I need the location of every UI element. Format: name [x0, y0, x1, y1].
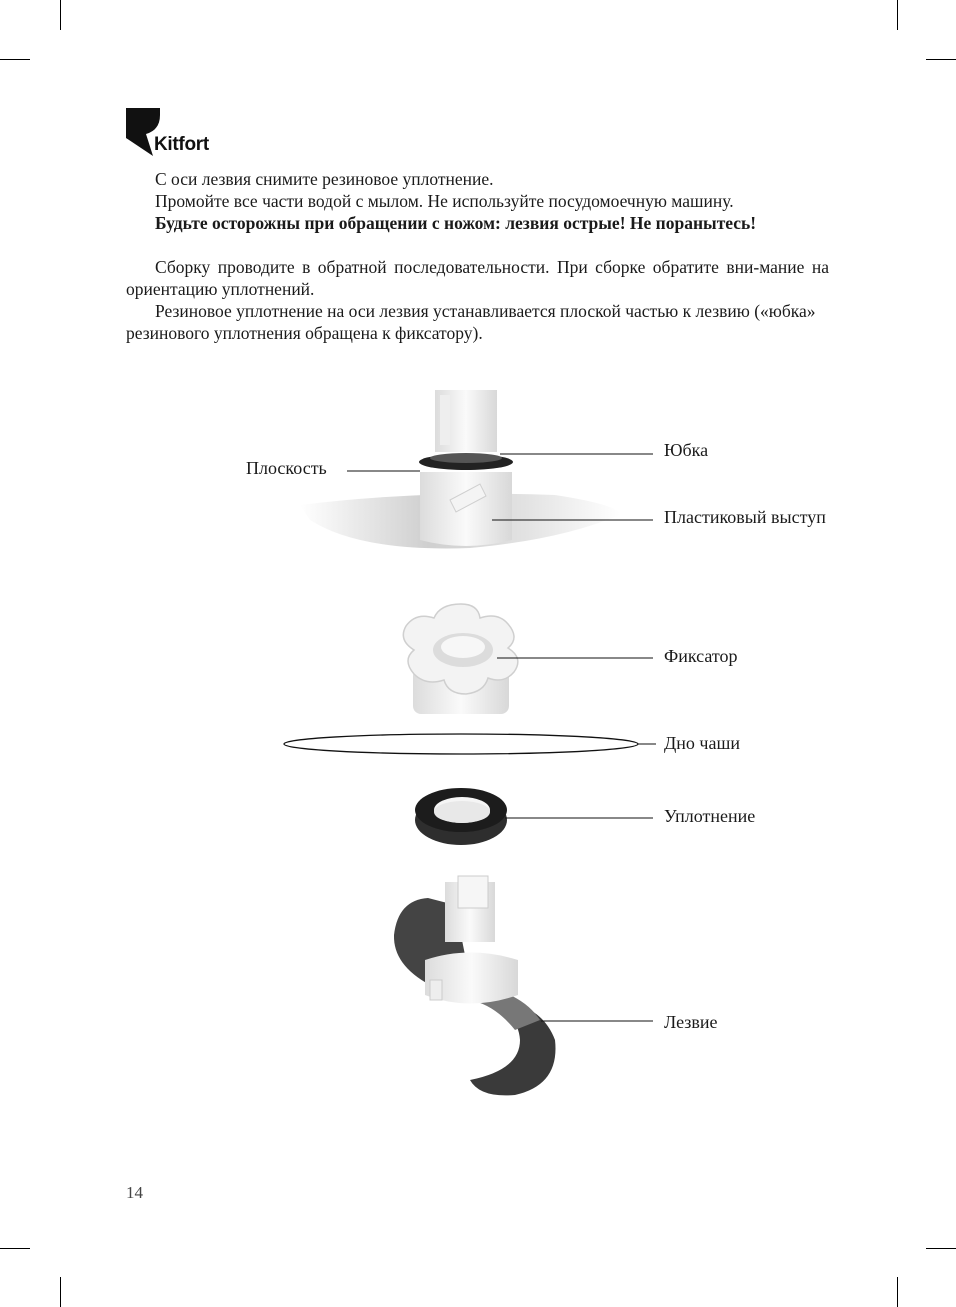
bowl-bottom-outline: [284, 734, 638, 754]
label-lezvie: Лезвие: [664, 1012, 718, 1032]
paragraph: Резиновое уплотнение на оси лезвия устанавливается плоской частью к лезвию («юбка» резинового уплотнения обращена к фиксатору).: [126, 301, 816, 343]
brand-name: Kitfort: [154, 134, 209, 155]
page-number: 14: [126, 1183, 143, 1202]
blade-part: [394, 876, 556, 1095]
label-yubka: Юбка: [664, 440, 709, 460]
paragraph: Промойте все части водой с мылом. Не используйте посудомоечную машину.: [155, 191, 734, 211]
fixator-part: [403, 604, 518, 714]
label-ploskost: Плоскость: [246, 458, 327, 478]
warning-paragraph: Будьте осторожны при обращении с ножом: лезвия острые! Не поранытесь!: [155, 213, 757, 233]
label-vystup: Пластиковый выступ: [664, 507, 826, 527]
paragraph: Сборку проводите в обратной последовательности. При сборке обратите вни-мание на ориентацию уплотнений.: [126, 257, 829, 299]
seal-part: [415, 788, 507, 845]
paragraph: С оси лезвия снимите резиновое уплотнение.: [155, 169, 494, 189]
label-uplotnenie: Уплотнение: [664, 806, 756, 826]
assembled-blade: [300, 390, 620, 548]
label-dno: Дно чаши: [664, 733, 740, 753]
label-fiksator: Фиксатор: [664, 646, 738, 666]
